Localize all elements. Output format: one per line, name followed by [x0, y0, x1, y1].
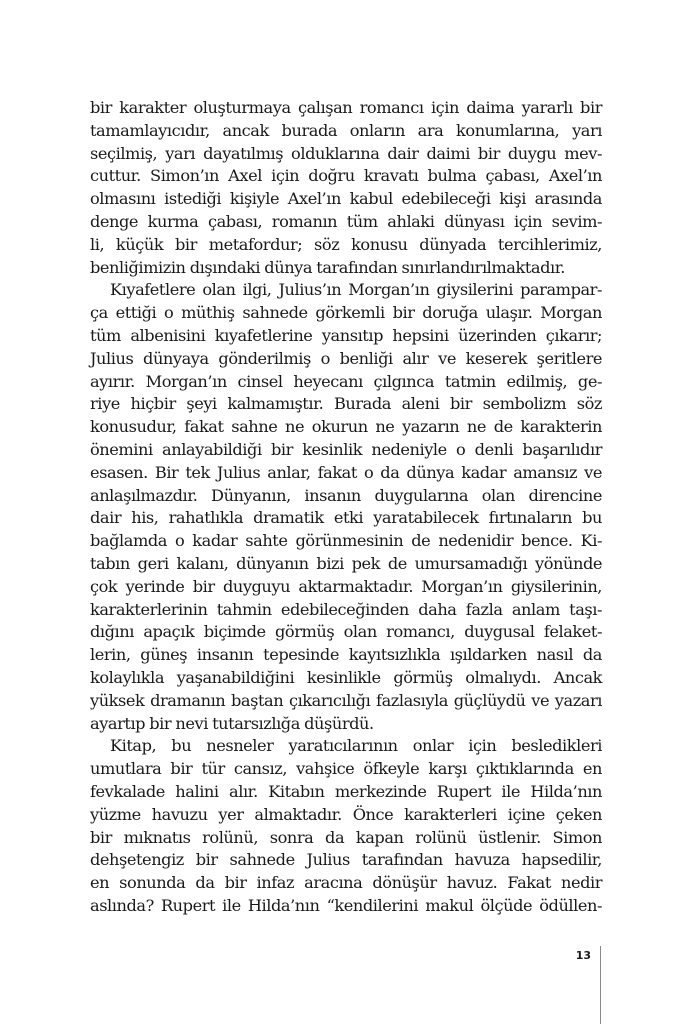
- text-line: cuttur. Simon’ın Axel için doğru kravatı bulma çabası, Axel’ın: [90, 166, 602, 186]
- text-line: Kitap, bu nesneler yaratıcılarının onlar için besledikleri: [110, 736, 602, 756]
- text-line: lerin, güneş insanın tepesinde kayıtsızlıkla ışıldarken nasıl da: [90, 645, 602, 665]
- paragraph: [90, 735, 602, 917]
- text-line: çok yerinde bir duyguyu aktarmaktadır. Morgan’ın giysilerinin,: [90, 576, 602, 596]
- text-line: kolaylıkla yaşanabildiğini kesinlikle görmüş olmalıydı. Ancak: [90, 667, 602, 687]
- text-line: aslında? Rupert ile Hilda’nın “kendilerini makul ölçüde ödüllen-: [90, 895, 602, 915]
- text-line: ça ettiği o müthiş sahnede görkemli bir doruğa ulaşır. Morgan: [90, 303, 602, 323]
- text-line: bağlamda o kadar sahte görünmesinin de nedenidir bence. Ki-: [90, 531, 602, 551]
- text-line: konusudur, fakat sahne ne okurun ne yazarın ne de karakterin: [90, 417, 602, 437]
- text-line: tabın geri kalanı, dünyanın bizi pek de umursamadığı yönünde: [90, 553, 602, 573]
- text-line: anlaşılmazdır. Dünyanın, insanın duygularına olan direncine: [90, 485, 602, 505]
- text-line: tamamlayıcıdır, ancak burada onların ara konumlarına, yarı: [90, 120, 602, 140]
- text-line: tüm albenisini kıyafetlerine yansıtıp hepsini üzerinden çıkarır;: [90, 325, 602, 345]
- text-line: yüksek dramanın baştan çıkarıcılığı fazlasıyla güçlüydü ve yazarı: [90, 690, 602, 710]
- text-line: Kıyafetlere olan ilgi, Julius’ın Morgan’ın giysilerini parampar-: [110, 280, 602, 300]
- text-line: esasen. Bir tek Julius anlar, fakat o da dünya kadar amansız ve: [90, 462, 602, 482]
- text-line: dehşetengiz bir sahnede Julius tarafından havuza hapsedilir,: [90, 850, 602, 870]
- text-line: li, küçük bir metafordur; söz konusu dünyada tercihlerimiz,: [90, 234, 602, 254]
- text-line: karakterlerinin tahmin edebileceğinden daha fazla anlam taşı-: [90, 599, 602, 619]
- text-line: önemini anlayabildiği bir kesinlik nedeniyle o denli başarılıdır: [90, 439, 602, 459]
- text-line: umutlara bir tür cansız, vahşice öfkeyle karşı çıktıklarında en: [90, 759, 602, 779]
- text-line: riye hiçbir şeyi kalmamıştır. Burada aleni bir sembolizm söz: [90, 394, 602, 414]
- text-line: benliğimizin dışındaki dünya tarafından sınırlandırılmaktadır.: [90, 257, 565, 277]
- margin-rule: [600, 946, 601, 1024]
- text-line: yüzme havuzu yer almaktadır. Önce karakterleri içine çeken: [90, 804, 602, 824]
- text-line: ayırır. Morgan’ın cinsel heyecanı çılgınca tatmin edilmiş, ge-: [90, 371, 602, 391]
- text-line: dair his, rahatlıkla dramatik etki yaratabilecek fırtınaların bu: [90, 508, 602, 528]
- paragraph: [90, 279, 602, 735]
- text-line: ayartıp bir nevi tutarsızlığa düşürdü.: [90, 713, 374, 733]
- text-line: dığını apaçık biçimde görmüş olan romancı, duygusal felaket-: [90, 622, 602, 642]
- text-line: fevkalade halini alır. Kitabın merkezinde Rupert ile Hilda’nın: [90, 781, 602, 801]
- text-line: denge kurma çabası, romanın tüm ahlaki dünyası için sevim-: [90, 211, 602, 231]
- page-number: 13: [575, 949, 591, 962]
- body-text: [90, 97, 602, 918]
- text-line: seçilmiş, yarı dayatılmış olduklarına dair daimi bir duygu mev-: [90, 143, 602, 163]
- text-line: olmasını istediği kişiyle Axel’ın kabul edebileceği kişi arasında: [90, 189, 602, 209]
- text-line: Julius dünyaya gönderilmiş o benliği alır ve keserek şeritlere: [90, 348, 602, 368]
- text-line: bir karakter oluşturmaya çalışan romancı için daima yararlı bir: [90, 98, 602, 117]
- text-line: bir mıknatıs rolünü, sonra da kapan rolünü üstlenir. Simon: [90, 827, 602, 847]
- paragraph: [90, 97, 602, 279]
- text-line: en sonunda da bir infaz aracına dönüşür havuz. Fakat nedir: [90, 873, 602, 893]
